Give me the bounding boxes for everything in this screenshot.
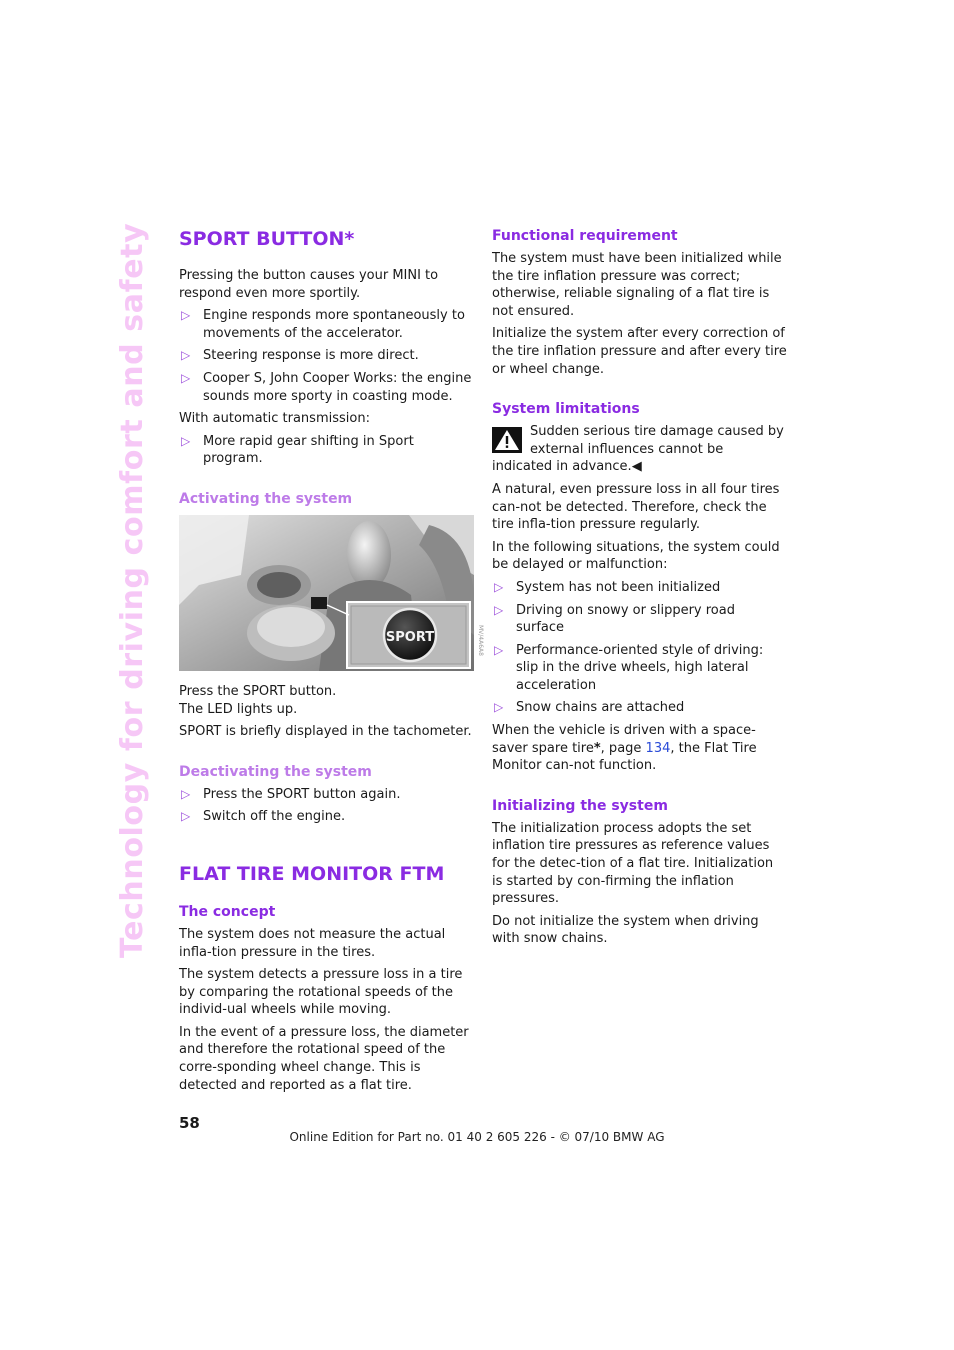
sport-button-photo xyxy=(179,515,484,671)
sport-intro: Pressing the button causes your MINI to respond even more sportily. xyxy=(179,268,439,301)
functional-requirement-heading: Functional requirement xyxy=(492,228,678,244)
init-paragraph-2: Do not initialize the system when driving with snow chains. xyxy=(492,913,759,947)
automatic-list xyxy=(179,433,474,468)
warning-triangle-icon xyxy=(492,427,522,453)
list-item: ▷ More rapid gear shifting in Sport program. xyxy=(181,433,414,467)
activating-heading: Activating the system xyxy=(179,490,353,507)
list-item: ▷ System has not been initialized xyxy=(494,579,721,595)
concept-heading: The concept xyxy=(179,903,276,920)
list-item: ▷ Snow chains are attached xyxy=(494,700,685,716)
deactivating-heading: Deactivating the system xyxy=(179,763,372,780)
footer-edition: Online Edition for Part no. 01 40 2 605 226 - © 07/10 BMW AG xyxy=(289,1130,665,1144)
side-section-title: Technology for driving comfort and safety xyxy=(115,222,150,958)
right-column xyxy=(492,226,787,953)
end-mark-icon: ◀ xyxy=(631,459,642,475)
list-item: ▷ Performance-oriented style of driving: slip in the drive wheels, high lateral acceleration xyxy=(494,642,764,693)
bullet-triangle-icon: ▷ xyxy=(494,602,504,617)
press-instruction: Press the SPORT button. The LED lights up. xyxy=(179,683,337,717)
space-saver-paragraph: When the vehicle is driven with a space-saver spare tire*, page 134, the Flat Tire Monitor can-not function. xyxy=(492,723,757,774)
concept-paragraph-2: The system detects a pressure loss in a tire by comparing the rotational speeds of the individ-ual wheels while moving. xyxy=(179,967,463,1018)
bullet-triangle-icon: ▷ xyxy=(181,809,191,824)
sport-displayed-text: SPORT is briefly displayed in the tachometer. xyxy=(179,724,472,740)
flat-tire-monitor-heading: FLAT TIRE MONITOR FTM xyxy=(179,862,445,885)
bullet-triangle-icon: ▷ xyxy=(181,786,191,801)
list-item: ▷ Press the SPORT button again. xyxy=(181,786,401,802)
bullet-triangle-icon: ▷ xyxy=(494,642,504,657)
list-item: ▷ Driving on snowy or slippery road surface xyxy=(494,602,735,636)
bullet-triangle-icon: ▷ xyxy=(494,579,504,594)
limitations-list xyxy=(492,579,787,717)
list-item: ▷ Switch off the engine. xyxy=(181,809,346,825)
bullet-triangle-icon: ▷ xyxy=(494,700,504,715)
sport-button-heading: SPORT BUTTON* xyxy=(179,228,355,250)
deactivating-list xyxy=(179,786,474,826)
bullet-triangle-icon: ▷ xyxy=(181,433,191,448)
init-paragraph-1: The initialization process adopts the set inflation tire pressures as reference values for the detec-tion of a flat tire. Initialization is started by con-firming the inflation pressures. xyxy=(492,820,774,907)
concept-paragraph-1: The system does not measure the actual infla-tion pressure in the tires. xyxy=(179,926,446,960)
photo-code: MV/4A6A8 xyxy=(477,624,484,656)
bullet-triangle-icon: ▷ xyxy=(181,370,191,385)
center-console-illustration xyxy=(179,515,484,671)
limitations-paragraph-2: In the following situations, the system could be delayed or malfunction: xyxy=(492,539,780,573)
left-column xyxy=(179,226,484,1099)
system-limitations-heading: System limitations xyxy=(492,401,640,418)
bullet-triangle-icon: ▷ xyxy=(181,308,191,323)
initializing-heading: Initializing the system xyxy=(492,797,668,814)
sport-effects-list xyxy=(179,307,474,405)
warning-note: Sudden serious tire damage caused by external influences cannot be indicated in advance.◀ xyxy=(492,424,784,475)
functional-paragraph-1: The system must have been initialized while the tire inflation pressure was correct; otherwise, reliable signaling of a flat tire is not ensured. xyxy=(492,251,782,319)
limitations-paragraph-1: A natural, even pressure loss in all four tires can-not be detected. Therefore, check the tire infla-tion pressure regularly. xyxy=(492,481,780,533)
functional-paragraph-2: Initialize the system after every correction of the tire inflation pressure and after every tire or wheel change. xyxy=(492,326,787,377)
page-134-link[interactable]: 134 xyxy=(645,740,671,756)
automatic-transmission-label: With automatic transmission: xyxy=(179,411,370,427)
bullet-triangle-icon: ▷ xyxy=(181,348,191,363)
list-item: ▷ Cooper S, John Cooper Works: the engine sounds more sporty in coasting mode. xyxy=(181,370,472,404)
list-item: ▷ Steering response is more direct. xyxy=(181,348,419,364)
concept-paragraph-3: In the event of a pressure loss, the diameter and therefore the rotational speed of the corre-sponding wheel change. This is detected and reported as a flat tire. xyxy=(179,1024,469,1093)
sport-button-label: SPORT xyxy=(385,629,435,645)
page-number: 58 xyxy=(179,1114,200,1132)
list-item: ▷ Engine responds more spontaneously to movements of the accelerator. xyxy=(181,308,465,341)
